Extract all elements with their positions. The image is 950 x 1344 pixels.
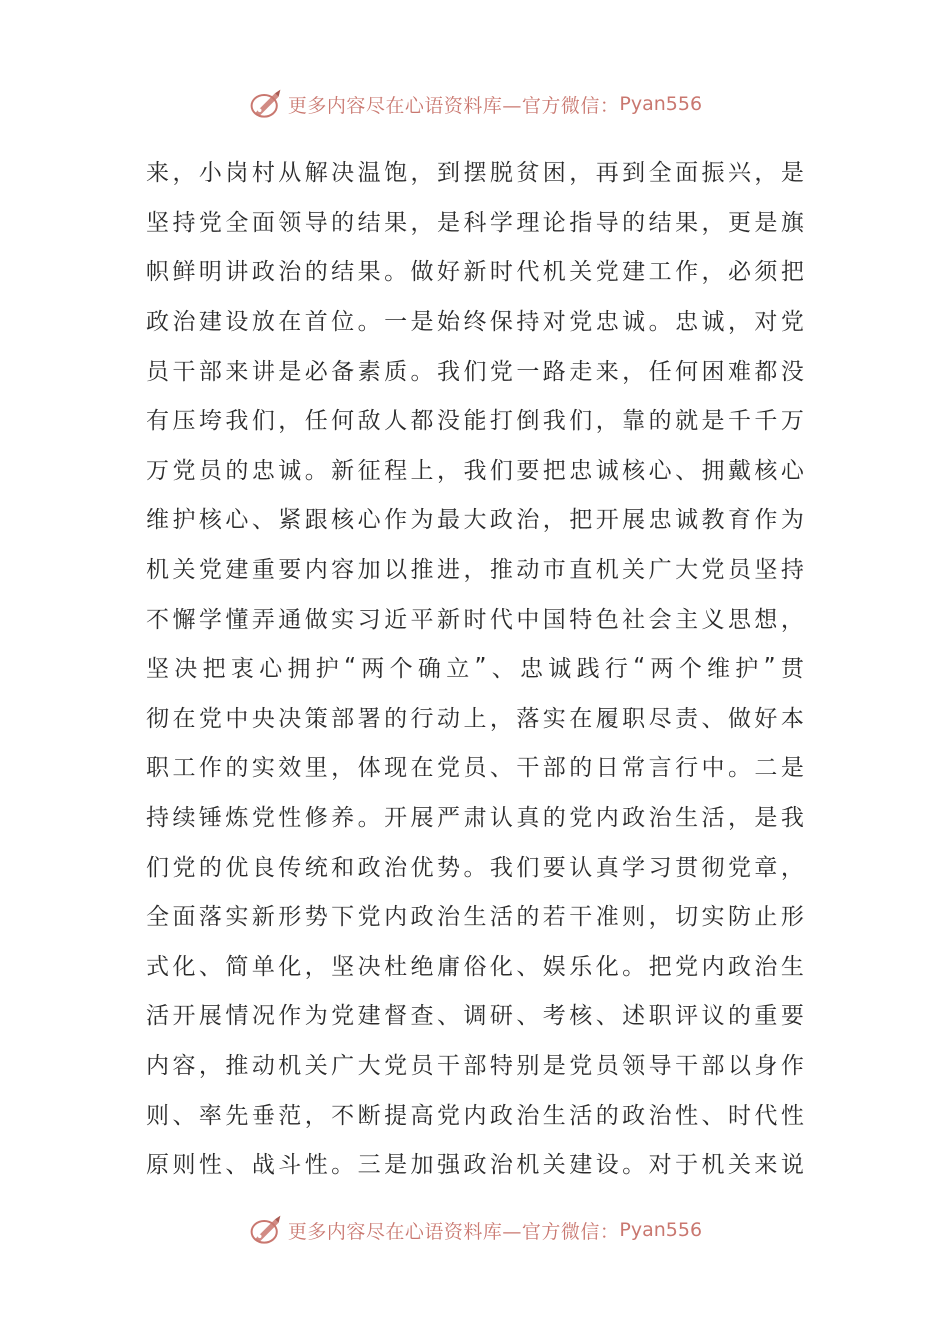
body-line: 们 党 的 优 良 传 统 和 政 治 优 势 。 我 们 要 认 真 学 习 贯 彻 党 章 ， — [146, 854, 804, 881]
body-line: 帜 鲜 明 讲 政 治 的 结 果 。 做 好 新 时 代 机 关 党 建 工 作 ， 必 须 把 — [146, 259, 804, 286]
body-line: 职 工 作 的 实 效 里 ， 体 现 在 党 员 、 干 部 的 日 常 言 行 中 。 二 是 — [146, 755, 804, 782]
header-watermark — [0, 82, 950, 126]
body-line: 坚 持 党 全 面 领 导 的 结 果 ， 是 科 学 理 论 指 导 的 结 果 ， 更 是 旗 — [146, 209, 804, 236]
pen-nib-logo-icon — [248, 1212, 284, 1248]
body-line: 持 续 锤 炼 党 性 修 养 。 开 展 严 肃 认 真 的 党 内 政 治 生 活 ， 是 我 — [146, 805, 804, 832]
body-line: 坚 决 把 衷 心 拥 护 “ 两 个 确 立 ” 、 忠 诚 践 行 “ 两 个 维 护 ” 贯 — [146, 653, 804, 683]
body-line: 彻 在 党 中 央 决 策 部 署 的 行 动 上 ， 落 实 在 履 职 尽 责 、 做 好 本 — [146, 705, 804, 732]
body-line: 式 化 、 简 单 化 ， 坚 决 杜 绝 庸 俗 化 、 娱 乐 化 。 把 党 内 政 治 生 — [146, 953, 804, 980]
body-line: 活 开 展 情 况 作 为 党 建 督 查 、 调 研 、 考 核 、 述 职 评 议 的 重 要 — [146, 1003, 804, 1030]
body-line: 不 懈 学 懂 弄 通 做 实 习 近 平 新 时 代 中 国 特 色 社 会 主 义 思 想 ， — [146, 606, 804, 633]
body-line: 来 ， 小 岗 村 从 解 决 温 饱 ， 到 摆 脱 贫 困 ， 再 到 全 面 振 兴 ， 是 — [146, 160, 804, 187]
body-line: 全 面 落 实 新 形 势 下 党 内 政 治 生 活 的 若 干 准 则 ， 切 实 防 止 形 — [146, 904, 804, 931]
body-line: 万 党 员 的 忠 诚 。 新 征 程 上 ， 我 们 要 把 忠 诚 核 心 、 拥 戴 核 心 — [146, 457, 804, 484]
body-line: 内 容 ， 推 动 机 关 广 大 党 员 干 部 特 别 是 党 员 领 导 干 部 以 身 作 — [146, 1053, 804, 1080]
body-line: 机 关 党 建 重 要 内 容 加 以 推 进 ， 推 动 市 直 机 关 广 大 党 员 坚 持 — [146, 557, 804, 584]
body-line: 则 、 率 先 垂 范 ， 不 断 提 高 党 内 政 治 生 活 的 政 治 性 、 时 代 性 — [146, 1102, 804, 1129]
body-line: 原 则 性 、 战 斗 性 。 三 是 加 强 政 治 机 关 建 设 。 对 于 机 关 来 说 — [146, 1152, 804, 1179]
pen-nib-logo-icon — [248, 86, 284, 122]
watermark-wechat-id: Pyan556 — [619, 1219, 703, 1241]
watermark-text: 更多内容尽在心语资料库—官方微信： — [287, 94, 620, 117]
footer-watermark — [0, 1208, 950, 1252]
body-line: 有 压 垮 我 们 ， 任 何 敌 人 都 没 能 打 倒 我 们 ， 靠 的 就 是 千 千 万 — [146, 408, 804, 435]
body-line: 维 护 核 心 、 紧 跟 核 心 作 为 最 大 政 治 ， 把 开 展 忠 诚 教 育 作 为 — [146, 507, 804, 534]
body-line: 政 治 建 设 放 在 首 位 。 一 是 始 终 保 持 对 党 忠 诚 。 忠 诚 ， 对 党 — [146, 309, 804, 336]
watermark-wechat-id: Pyan556 — [619, 93, 703, 115]
watermark-text: 更多内容尽在心语资料库—官方微信： — [287, 1220, 620, 1243]
body-line: 员 干 部 来 讲 是 必 备 素 质 。 我 们 党 一 路 走 来 ， 任 何 困 难 都 没 — [146, 358, 804, 385]
